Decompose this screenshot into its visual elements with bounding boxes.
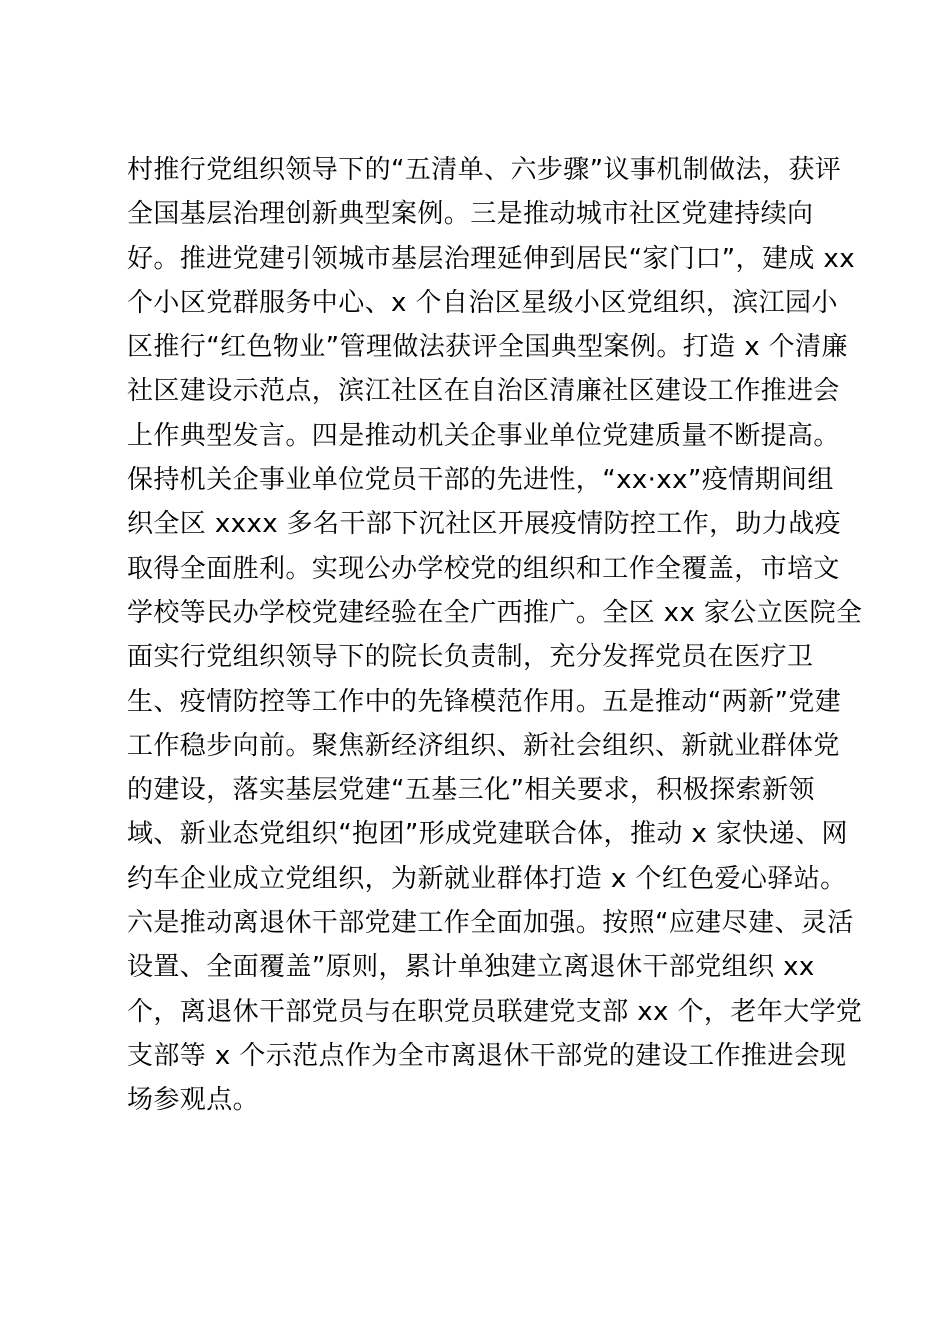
text-line: 保持机关企事业单位党员干部的先进性，“xx·xx”疫情期间组 <box>127 465 834 496</box>
text-line: 场参观点。 <box>127 1085 260 1116</box>
body-paragraph <box>127 148 863 1123</box>
text-line: 好。推进党建引领城市基层治理延伸到居民“家门口”，建成 xx <box>127 243 855 274</box>
text-line: 区推行“红色物业”管理做法获评全国典型案例。打造 x 个清廉 <box>127 332 848 363</box>
text-line: 取得全面胜利。实现公办学校党的组织和工作全覆盖，市培文 <box>127 553 840 584</box>
text-line: 织全区 xxxx 多名干部下沉社区开展疫情防控工作，助力战疫 <box>127 509 842 540</box>
text-line: 生、疫情防控等工作中的先锋模范作用。五是推动“两新”党建 <box>127 686 842 717</box>
text-line: 工作稳步向前。聚焦新经济组织、新社会组织、新就业群体党 <box>127 730 840 761</box>
text-line: 的建设，落实基层党建“五基三化”相关要求，积极探索新领 <box>127 775 815 806</box>
text-line: 设置、全面覆盖”原则，累计单独建立离退休干部党组织 xx <box>127 952 815 983</box>
text-line: 支部等 x 个示范点作为全市离退休干部党的建设工作推进会现 <box>127 1040 847 1071</box>
text-line: 全国基层治理创新典型案例。三是推动城市社区党建持续向 <box>127 199 814 230</box>
text-line: 六是推动离退休干部党建工作全面加强。按照“应建尽建、灵活 <box>127 908 854 939</box>
text-line: 村推行党组织领导下的“五清单、六步骤”议事机制做法，获评 <box>127 155 842 185</box>
text-line: 面实行党组织领导下的院长负责制，充分发挥党员在医疗卫 <box>127 642 814 673</box>
text-line: 学校等民办学校党建经验在全广西推广。全区 xx 家公立医院全 <box>127 597 863 628</box>
text-line: 域、新业态党组织“抱团”形成党建联合体，推动 x 家快递、网 <box>127 819 848 850</box>
text-line: 社区建设示范点，滨江社区在自治区清廉社区建设工作推进会 <box>127 376 840 407</box>
text-line: 个小区党群服务中心、x 个自治区星级小区党组织，滨江园小 <box>127 287 838 318</box>
text-line: 约车企业成立党组织，为新就业群体打造 x 个红色爱心驿站。 <box>127 863 847 894</box>
text-line: 上作典型发言。四是推动机关企事业单位党建质量不断提高。 <box>127 420 840 451</box>
text-line: 个，离退休干部党员与在职党员联建党支部 xx 个，老年大学党 <box>127 996 863 1027</box>
